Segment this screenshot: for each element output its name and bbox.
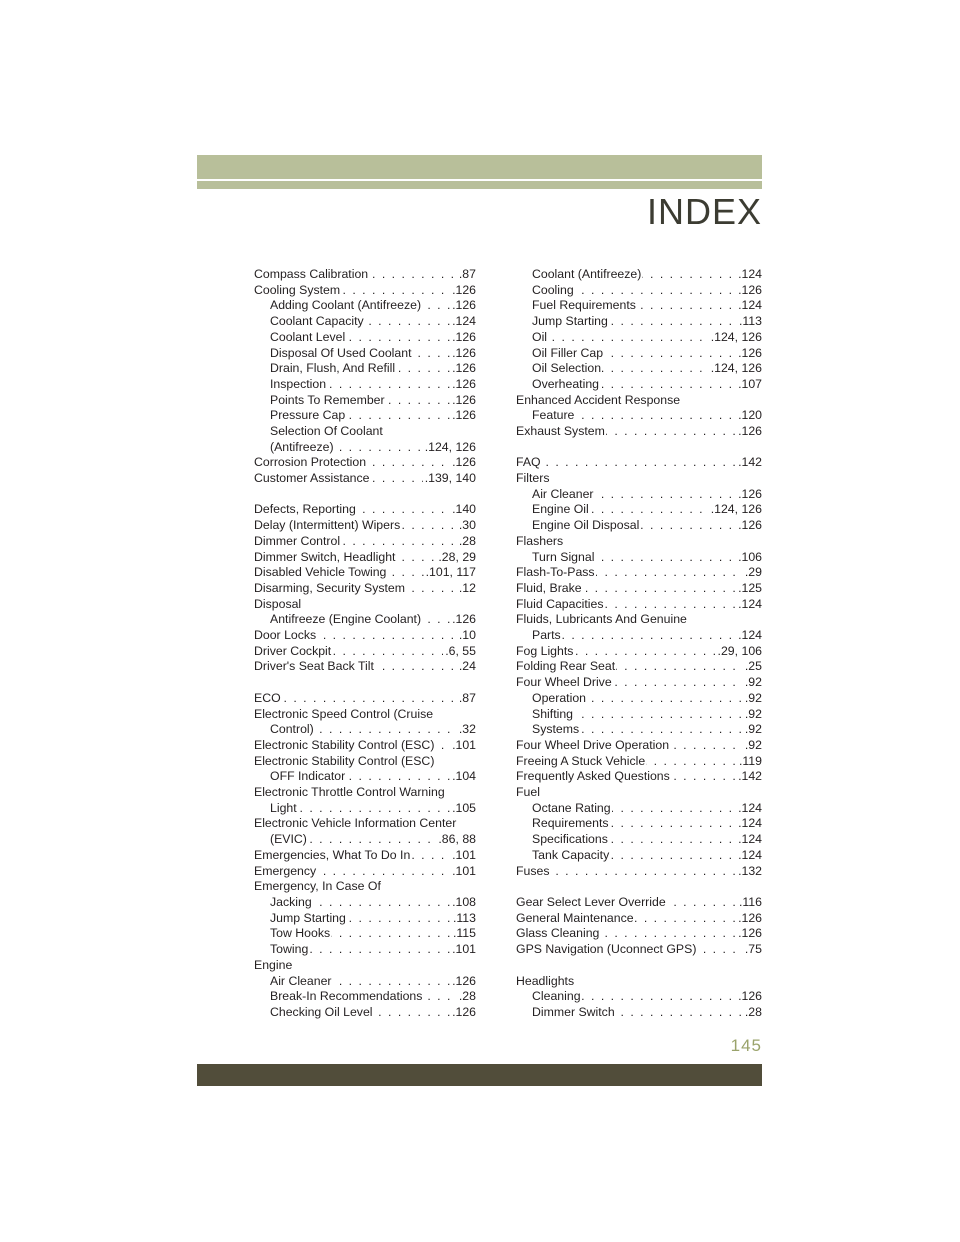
index-entry — [254, 815, 476, 831]
index-entry — [516, 941, 762, 957]
index-entry — [516, 376, 762, 392]
index-entry-page: .126 — [452, 361, 476, 375]
header-band-lower — [197, 181, 762, 189]
index-entry — [516, 973, 762, 989]
index-entry-label: Emergencies, What To Do In — [254, 848, 411, 862]
index-entry — [254, 894, 476, 910]
index-entry-page: .124 — [738, 597, 762, 611]
index-entry-page: .124 — [738, 628, 762, 642]
index-entry — [516, 470, 762, 486]
index-entry — [254, 1004, 476, 1020]
index-entry-label: Disabled Vehicle Towing — [254, 565, 387, 579]
header-band — [197, 155, 762, 182]
index-entry — [254, 643, 476, 659]
index-entry-label: Cooling — [532, 283, 574, 297]
index-entry — [254, 784, 476, 800]
index-entry — [254, 392, 476, 408]
index-entry-label: Fuel Requirements — [532, 298, 636, 312]
index-entry-page: .101 — [452, 942, 476, 956]
index-entry-page: .92 — [744, 722, 762, 736]
index-entry-label: Enhanced Accident Response — [516, 393, 681, 407]
index-entry-label: Break-In Recommendations — [270, 989, 423, 1003]
index-entry-label: Antifreeze (Engine Coolant) — [270, 612, 422, 626]
index-spacer — [516, 878, 762, 894]
index-entry-page: .105 — [452, 801, 476, 815]
index-entry-page: .104 — [452, 769, 476, 783]
index-entry-page: .142 — [738, 455, 762, 469]
index-entry-page: .119 — [738, 754, 762, 768]
index-entry-page: .126 — [738, 283, 762, 297]
index-entry-page: .126 — [738, 926, 762, 940]
index-entry-label: Electronic Vehicle Information Center — [254, 816, 457, 830]
index-spacer — [254, 674, 476, 690]
index-entry-page: .75 — [744, 942, 762, 956]
index-entry — [516, 988, 762, 1004]
index-entry-label: Jump Starting — [532, 314, 608, 328]
index-entry — [516, 863, 762, 879]
index-entry-label: Dimmer Switch — [532, 1005, 615, 1019]
index-entry-page: .126 — [738, 487, 762, 501]
index-entry-page: .126 — [452, 612, 476, 626]
index-entry — [254, 957, 476, 973]
index-entry-label: Engine — [254, 958, 293, 972]
index-entry — [516, 517, 762, 533]
index-entry-label: (EVIC) — [270, 832, 307, 846]
index-entry-label: Engine Oil — [532, 502, 589, 516]
index-entry-page: .86, 88 — [438, 832, 476, 846]
index-entry-page: .125 — [738, 581, 762, 595]
index-entry-page: .126 — [738, 989, 762, 1003]
index-entry-page: .126 — [452, 283, 476, 297]
index-entry-page: .126 — [452, 298, 476, 312]
index-entry-label: Coolant Level — [270, 330, 346, 344]
index-entry — [516, 297, 762, 313]
index-entry — [254, 596, 476, 612]
index-entry-page: .124 — [738, 801, 762, 815]
index-entry-label: Octane Rating — [532, 801, 611, 815]
index-entry-page: .126 — [738, 424, 762, 438]
index-entry — [516, 753, 762, 769]
index-entry-page: .28 — [744, 1005, 762, 1019]
index-entry — [254, 360, 476, 376]
index-entry-label: Fog Lights — [516, 644, 574, 658]
index-entry-page: .10 — [458, 628, 476, 642]
index-entry-label: Driver's Seat Back Tilt — [254, 659, 374, 673]
index-entry-label: Tow Hooks — [270, 926, 331, 940]
index-entry-label: Selection Of Coolant — [270, 424, 383, 438]
index-entry-page: .6, 55 — [445, 644, 476, 658]
index-entry-label: Overheating — [532, 377, 599, 391]
index-entry — [254, 941, 476, 957]
index-entry-label: Corrosion Protection — [254, 455, 367, 469]
index-entry — [516, 486, 762, 502]
index-entry — [516, 925, 762, 941]
index-entry-page: .92 — [744, 738, 762, 752]
index-entry — [516, 329, 762, 345]
index-entry-page: .124, 126 — [710, 330, 762, 344]
index-entry — [254, 470, 476, 486]
index-entry-label: Operation — [532, 691, 587, 705]
index-entry — [516, 737, 762, 753]
index-entry — [254, 847, 476, 863]
index-entry-label: Feature — [532, 408, 575, 422]
index-entry-page: .87 — [458, 691, 476, 705]
index-entry — [254, 501, 476, 517]
index-entry-label: Driver Cockpit — [254, 644, 332, 658]
index-entry-label: (Antifreeze) — [270, 440, 334, 454]
index-entry-page: .126 — [452, 1005, 476, 1019]
index-entry — [516, 596, 762, 612]
index-entry-page: .124 — [452, 314, 476, 328]
index-spacer — [254, 486, 476, 502]
index-entry — [516, 423, 762, 439]
index-entry-label: Light — [270, 801, 297, 815]
index-entry-label: Door Locks — [254, 628, 317, 642]
index-entry — [516, 847, 762, 863]
index-entry-page: .126 — [738, 346, 762, 360]
index-entry-label: Control) — [270, 722, 314, 736]
index-entry — [254, 863, 476, 879]
index-entry — [254, 329, 476, 345]
index-entry — [254, 753, 476, 769]
index-entry-page: .92 — [744, 707, 762, 721]
index-entry — [516, 768, 762, 784]
index-entry — [254, 800, 476, 816]
index-entry-label: Electronic Speed Control (Cruise — [254, 707, 434, 721]
index-entry-page: .126 — [452, 974, 476, 988]
index-entry-label: Disposal Of Used Coolant — [270, 346, 412, 360]
index-entry — [254, 282, 476, 298]
index-entry-label: Folding Rear Seat — [516, 659, 616, 673]
index-entry — [254, 533, 476, 549]
index-entry-label: Cooling System — [254, 283, 341, 297]
index-entry-label: Jacking — [270, 895, 312, 909]
index-entry — [516, 360, 762, 376]
index-entry — [254, 454, 476, 470]
index-entry-page: .124, 126 — [710, 361, 762, 375]
index-entry — [254, 611, 476, 627]
index-entry-label: Headlights — [516, 974, 575, 988]
section-title: INDEX — [646, 191, 762, 232]
index-entry-label: Tank Capacity — [532, 848, 610, 862]
index-entry — [516, 643, 762, 659]
index-entry-page: .29, 106 — [717, 644, 762, 658]
index-entry-page: .107 — [738, 377, 762, 391]
index-entry — [254, 831, 476, 847]
index-entry — [254, 407, 476, 423]
index-entry — [516, 564, 762, 580]
index-entry-label: Four Wheel Drive Operation — [516, 738, 670, 752]
index-entry-page: .124, 126 — [424, 440, 476, 454]
index-entry-page: .126 — [452, 346, 476, 360]
index-entry — [254, 988, 476, 1004]
index-entry-label: Electronic Throttle Control Warning — [254, 785, 445, 799]
index-entry-label: Requirements — [532, 816, 609, 830]
index-entry-page: .139, 140 — [424, 471, 476, 485]
index-entry-label: Compass Calibration — [254, 267, 369, 281]
index-entry-label: Flashers — [516, 534, 564, 548]
index-entry-page: .25 — [744, 659, 762, 673]
index-entry — [516, 894, 762, 910]
index-entry-label: GPS Navigation (Uconnect GPS) — [516, 942, 697, 956]
index-entry — [254, 423, 476, 439]
index-entry — [254, 721, 476, 737]
index-entry-page: .87 — [458, 267, 476, 281]
index-entry-page: .120 — [738, 408, 762, 422]
index-entry-label: Fluid Capacities — [516, 597, 604, 611]
index-entry-page: .28, 29 — [438, 550, 476, 564]
index-entry-label: Emergency, In Case Of — [254, 879, 381, 893]
index-entry-label: Engine Oil Disposal — [532, 518, 640, 532]
index-entry — [254, 627, 476, 643]
index-entry-label: Parts — [532, 628, 561, 642]
index-entry-label: Exhaust System — [516, 424, 605, 438]
index-entry — [254, 878, 476, 894]
index-entry — [254, 690, 476, 706]
index-spacer — [516, 957, 762, 973]
index-entry-label: ECO — [254, 691, 281, 705]
index-entry-page: .124 — [738, 267, 762, 281]
index-entry — [516, 611, 762, 627]
index-entry — [516, 674, 762, 690]
index-entry-label: Customer Assistance — [254, 471, 370, 485]
index-entry-label: Filters — [516, 471, 550, 485]
index-entry-page: .126 — [452, 455, 476, 469]
index-entry-label: Pressure Cap — [270, 408, 346, 422]
index-entry-page: .101 — [452, 848, 476, 862]
index-entry-page: .101 — [452, 864, 476, 878]
index-entry — [516, 627, 762, 643]
index-entry-label: Checking Oil Level — [270, 1005, 373, 1019]
index-entry-page: .101, 117 — [425, 565, 476, 579]
index-entry-page: .28 — [458, 534, 476, 548]
index-entry-label: Frequently Asked Questions — [516, 769, 670, 783]
index-entry — [516, 721, 762, 737]
index-entry-page: .108 — [452, 895, 476, 909]
index-entry — [254, 439, 476, 455]
index-entry-page: .124 — [738, 832, 762, 846]
index-entry — [516, 345, 762, 361]
index-entry-label: Coolant Capacity — [270, 314, 364, 328]
index-entry-page: .29 — [744, 565, 762, 579]
index-entry — [254, 580, 476, 596]
index-spacer — [516, 439, 762, 455]
index-entry-label: Fuel — [516, 785, 540, 799]
index-entry-page: .132 — [738, 864, 762, 878]
index-entry-label: Oil — [532, 330, 548, 344]
index-entry — [516, 815, 762, 831]
index-entry-page: .124 — [738, 848, 762, 862]
index-entry — [254, 706, 476, 722]
index-entry — [516, 392, 762, 408]
index-entry — [516, 282, 762, 298]
index-entry-page: .113 — [738, 314, 762, 328]
index-entry — [254, 549, 476, 565]
index-entry — [516, 533, 762, 549]
index-entry — [516, 454, 762, 470]
index-entry-label: Shifting — [532, 707, 574, 721]
index-entry-page: .116 — [738, 895, 762, 909]
index-entry-label: Coolant (Antifreeze) — [532, 267, 642, 281]
index-entry-label: Disarming, Security System — [254, 581, 406, 595]
index-entry-page: .126 — [452, 377, 476, 391]
index-entry-label: Adding Coolant (Antifreeze) — [270, 298, 422, 312]
index-entry-label: Fluid, Brake — [516, 581, 582, 595]
index-entry-label: Delay (Intermittent) Wipers — [254, 518, 401, 532]
index-entry-page: .113 — [452, 911, 476, 925]
index-entry-page: .28 — [458, 989, 476, 1003]
index-entry — [516, 407, 762, 423]
index-entry — [254, 910, 476, 926]
index-entry — [516, 800, 762, 816]
index-entry-label: Electronic Stability Control (ESC) — [254, 738, 435, 752]
index-entry — [516, 784, 762, 800]
index-entry-label: Fuses — [516, 864, 550, 878]
index-entry — [516, 690, 762, 706]
index-entry-page: .115 — [452, 926, 476, 940]
index-entry-label: Defects, Reporting — [254, 502, 356, 516]
index-entry-label: Four Wheel Drive — [516, 675, 612, 689]
index-entry — [254, 297, 476, 313]
index-entry — [516, 549, 762, 565]
index-entry-label: Jump Starting — [270, 911, 346, 925]
index-entry-label: Drain, Flush, And Refill — [270, 361, 396, 375]
index-entry-page: .101 — [452, 738, 476, 752]
index-entry-label: Dimmer Control — [254, 534, 341, 548]
index-entry-page: .124 — [738, 816, 762, 830]
index-entry — [254, 973, 476, 989]
index-entry-page: .30 — [458, 518, 476, 532]
index-entry — [516, 658, 762, 674]
index-entry-label: OFF Indicator — [270, 769, 346, 783]
index-entry — [254, 517, 476, 533]
index-entry-page: .124, 126 — [710, 502, 762, 516]
index-entry — [516, 266, 762, 282]
index-entry-label: Oil Filler Cap — [532, 346, 604, 360]
index-entry-page: .106 — [738, 550, 762, 564]
index-entry-page: .92 — [744, 675, 762, 689]
index-entry — [516, 706, 762, 722]
footer-band — [197, 1064, 762, 1086]
index-entry-label: FAQ — [516, 455, 541, 469]
index-entry — [254, 925, 476, 941]
index-entry-page: .126 — [738, 911, 762, 925]
index-entry-page: .24 — [458, 659, 476, 673]
page-number: 145 — [730, 1036, 762, 1055]
index-entry — [516, 910, 762, 926]
index-entry-label: Inspection — [270, 377, 327, 391]
index-entry-page: .12 — [458, 581, 476, 595]
index-entry — [254, 376, 476, 392]
index-entry-label: Turn Signal — [532, 550, 595, 564]
index-entry-label: Fluids, Lubricants And Genuine — [516, 612, 687, 626]
index-entry — [254, 658, 476, 674]
index-entry — [516, 831, 762, 847]
index-entry — [254, 266, 476, 282]
index-entry — [254, 737, 476, 753]
index-entry-page: .126 — [738, 518, 762, 532]
index-entry-label: Glass Cleaning — [516, 926, 600, 940]
index-entry-label: Gear Select Lever Override — [516, 895, 666, 909]
index-entry — [254, 564, 476, 580]
index-entry — [254, 345, 476, 361]
index-entry-page: .124 — [738, 298, 762, 312]
index-entry-label: Towing — [270, 942, 309, 956]
index-entry-label: Systems — [532, 722, 580, 736]
index-entry-label: Points To Remember — [270, 393, 385, 407]
index-entry-page: .126 — [452, 330, 476, 344]
index-entry-label: Air Cleaner — [532, 487, 594, 501]
index-entry-label: Freeing A Stuck Vehicle — [516, 754, 646, 768]
index-entry — [516, 580, 762, 596]
index-entry-label: General Maintenance — [516, 911, 634, 925]
index-entry — [254, 313, 476, 329]
index-entry-page: .126 — [452, 393, 476, 407]
index-entry-page: .142 — [738, 769, 762, 783]
index-entry-page: .32 — [458, 722, 476, 736]
index-entry-page: .126 — [452, 408, 476, 422]
index-entry-label: Cleaning — [532, 989, 581, 1003]
index-entry — [254, 768, 476, 784]
index-entry — [516, 313, 762, 329]
index-entry-page: .92 — [744, 691, 762, 705]
index-entry-label: Oil Selection — [532, 361, 602, 375]
index-entry — [516, 1004, 762, 1020]
index-entry-label: Flash-To-Pass — [516, 565, 595, 579]
index-entry-label: Dimmer Switch, Headlight — [254, 550, 396, 564]
index-entry-label: Specifications — [532, 832, 608, 846]
index-entry-label: Disposal — [254, 597, 302, 611]
index-entry-label: Air Cleaner — [270, 974, 332, 988]
index-entry-label: Electronic Stability Control (ESC) — [254, 754, 435, 768]
index-entry — [516, 501, 762, 517]
index-entry-page: .140 — [452, 502, 476, 516]
index-entry-label: Emergency — [254, 864, 317, 878]
